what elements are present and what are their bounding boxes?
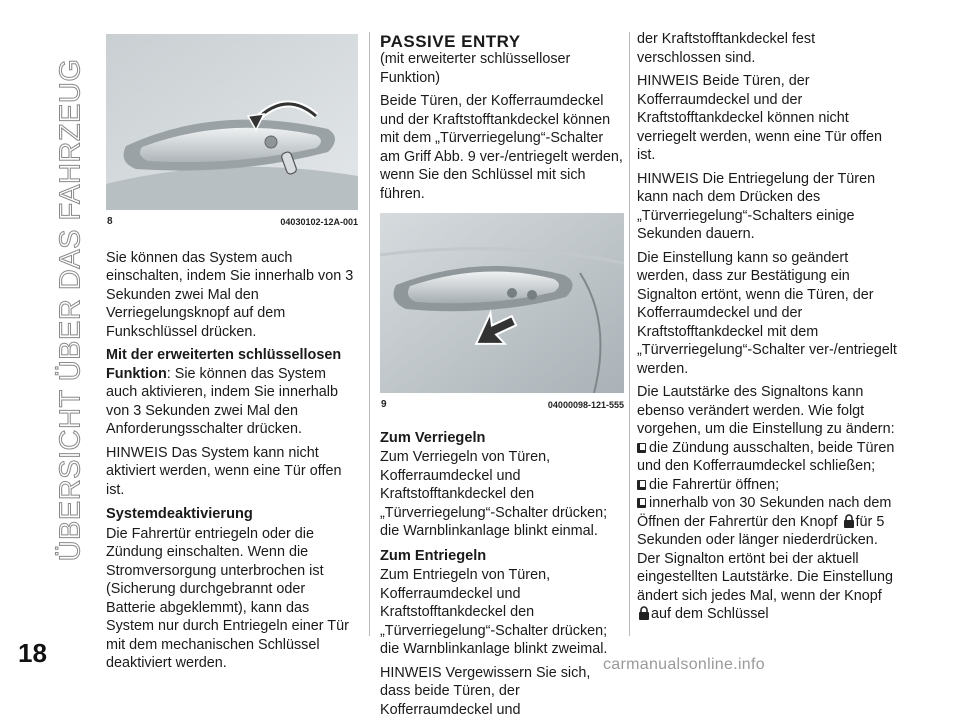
col3-paragraph-4: Die Einstellung kann so geändert werden, dass zur Bestätigung ein Signalton ertönt, wenn die Türen, der Kofferraumdeckel und der Kraftstofftankdeckel mit dem „Türverriegelung“-Schalter ver-/entriegelt werden. — [637, 249, 897, 377]
figure-8-code: 04030102-12A-001 — [280, 217, 358, 227]
heading-zum-verriegeln: Zum Verriegeln — [380, 429, 486, 446]
col3-paragraph-5: Die Lautstärke des Signaltons kann ebenso verändert werden. Wie folgt vorgehen, um die Einstellung zu ändern: — [637, 384, 895, 437]
lock-button-icon — [843, 514, 855, 528]
col1-paragraph-2-rest: : Sie können das System auch aktivieren, indem Sie innerhalb von 3 Sekunden zwei Mal den Anforderungsschalter drücken. — [106, 365, 338, 437]
col3-note-1: HINWEIS Beide Türen, der Kofferraumdeckel und der Kraftstofftankdeckel können nicht verriegelt werden, wenn eine Tür offen ist. — [637, 73, 883, 163]
column-1 — [106, 34, 358, 678]
col2-paragraph-1: Beide Türen, der Kofferraumdeckel und der Kraftstofftankdeckel können mit dem „Türverriegelung“-Schalter am Griff Abb. 9 ver-/entriegelt werden, wenn Sie den Schlüssel mit sich führen. — [380, 93, 623, 202]
col1-paragraph-1: Sie können das System auch einschalten, indem Sie innerhalb von 3 Sekunden zwei Mal den Verriegelungsknopf auf dem Funkschlüssel drücken. — [106, 249, 354, 340]
col1-paragraph-4: Die Fahrertür entriegeln oder die Zündung einschalten. Wenn die Stromversorgung unterbrochen ist (Sicherung durchgebrannt oder Batterie abgeklemmt), kann das System nur durch Entriegeln einer Tür mit dem mechanischen Schlüssel deaktiviert werden. — [106, 525, 349, 671]
col1-paragraph-2 — [106, 346, 358, 439]
col3-paragraph-1: der Kraftstofftankdeckel fest verschlossen sind. — [637, 31, 816, 66]
col2-paragraph-unlock: Zum Entriegeln von Türen, Kofferraumdeckel und Kraftstofftankdeckel den „Türverriegelung“-Schalter drücken; die Warnblinkanlage blinkt zweimal. — [380, 567, 608, 657]
door-handle-image — [106, 34, 358, 210]
bullet-icon — [637, 498, 646, 508]
bullet-item-3-text-a: innerhalb von 30 Sekunden nach dem Öffnen der Fahrertür den Knopf — [637, 495, 892, 530]
bullet-icon — [637, 443, 646, 453]
column-divider-2 — [629, 32, 630, 636]
figure-8-number: 8 — [107, 216, 113, 227]
bullet-item-3-text-c: auf dem Schlüssel — [651, 606, 769, 622]
figure-8 — [106, 34, 358, 232]
heading-passive-entry: PASSIVE ENTRY — [380, 32, 521, 51]
figure-8-caption — [106, 210, 358, 232]
bullet-item-1 — [637, 439, 899, 476]
column-2 — [380, 34, 624, 724]
col1-note: HINWEIS Das System kann nicht aktiviert werden, wenn eine Tür offen ist. — [106, 444, 342, 498]
door-handle-switch-image — [380, 213, 624, 393]
col2-note: HINWEIS Vergewissern Sie sich, dass beide Türen, der Kofferraumdeckel und — [380, 664, 591, 718]
figure-9-number: 9 — [381, 399, 387, 410]
bullet-item-2-text: die Fahrertür öffnen; — [649, 476, 780, 493]
bullet-item-3-text-b: für 5 Sekunden oder länger niederdrücken. Der Signalton ertönt bei der aktuell eingestellten Lautstärke. Die Einstellung ändert sich jedes Mal, wenn der Knopf — [637, 513, 893, 604]
heading-systemdeaktivierung: Systemdeaktivierung — [106, 506, 253, 522]
footer-watermark: carmanualsonline.info — [603, 656, 765, 673]
subheading-passive-entry: (mit erweiterter schlüsselloser Funktion) — [380, 51, 571, 86]
heading-zum-entriegeln: Zum Entriegeln — [380, 547, 487, 564]
bullet-item-1-text: die Zündung ausschalten, beide Türen und den Kofferraumdeckel schließen; — [637, 439, 895, 474]
bullet-item-2 — [637, 476, 899, 495]
figure-9-code: 04000098-121-555 — [547, 400, 624, 410]
bullet-item-3 — [637, 494, 899, 624]
col2-paragraph-lock: Zum Verriegeln von Türen, Kofferraumdeckel und Kraftstofftankdeckel den „Türverriegelung“-Schalter drücken; die Warnblinkanlage blinkt einmal. — [380, 449, 608, 539]
column-3 — [637, 30, 899, 624]
chapter-title-text: ÜBERSICHT ÜBER DAS FAHRZEUG — [54, 58, 87, 562]
col3-note-2: HINWEIS Die Entriegelung der Türen kann nach dem Drücken des „Türverriegelung“-Schalters einige Sekunden dauern. — [637, 170, 876, 242]
chapter-side-title — [56, 20, 86, 600]
figure-9 — [380, 213, 624, 415]
figure-9-caption — [380, 393, 624, 415]
lock-button-icon — [638, 606, 650, 620]
bullet-icon — [637, 480, 646, 490]
column-divider-1 — [369, 32, 370, 636]
col1-paragraph-2-bold: Mit der erweiterten schlüssellosen Funktion — [106, 347, 342, 382]
page-number: 18 — [18, 638, 47, 668]
